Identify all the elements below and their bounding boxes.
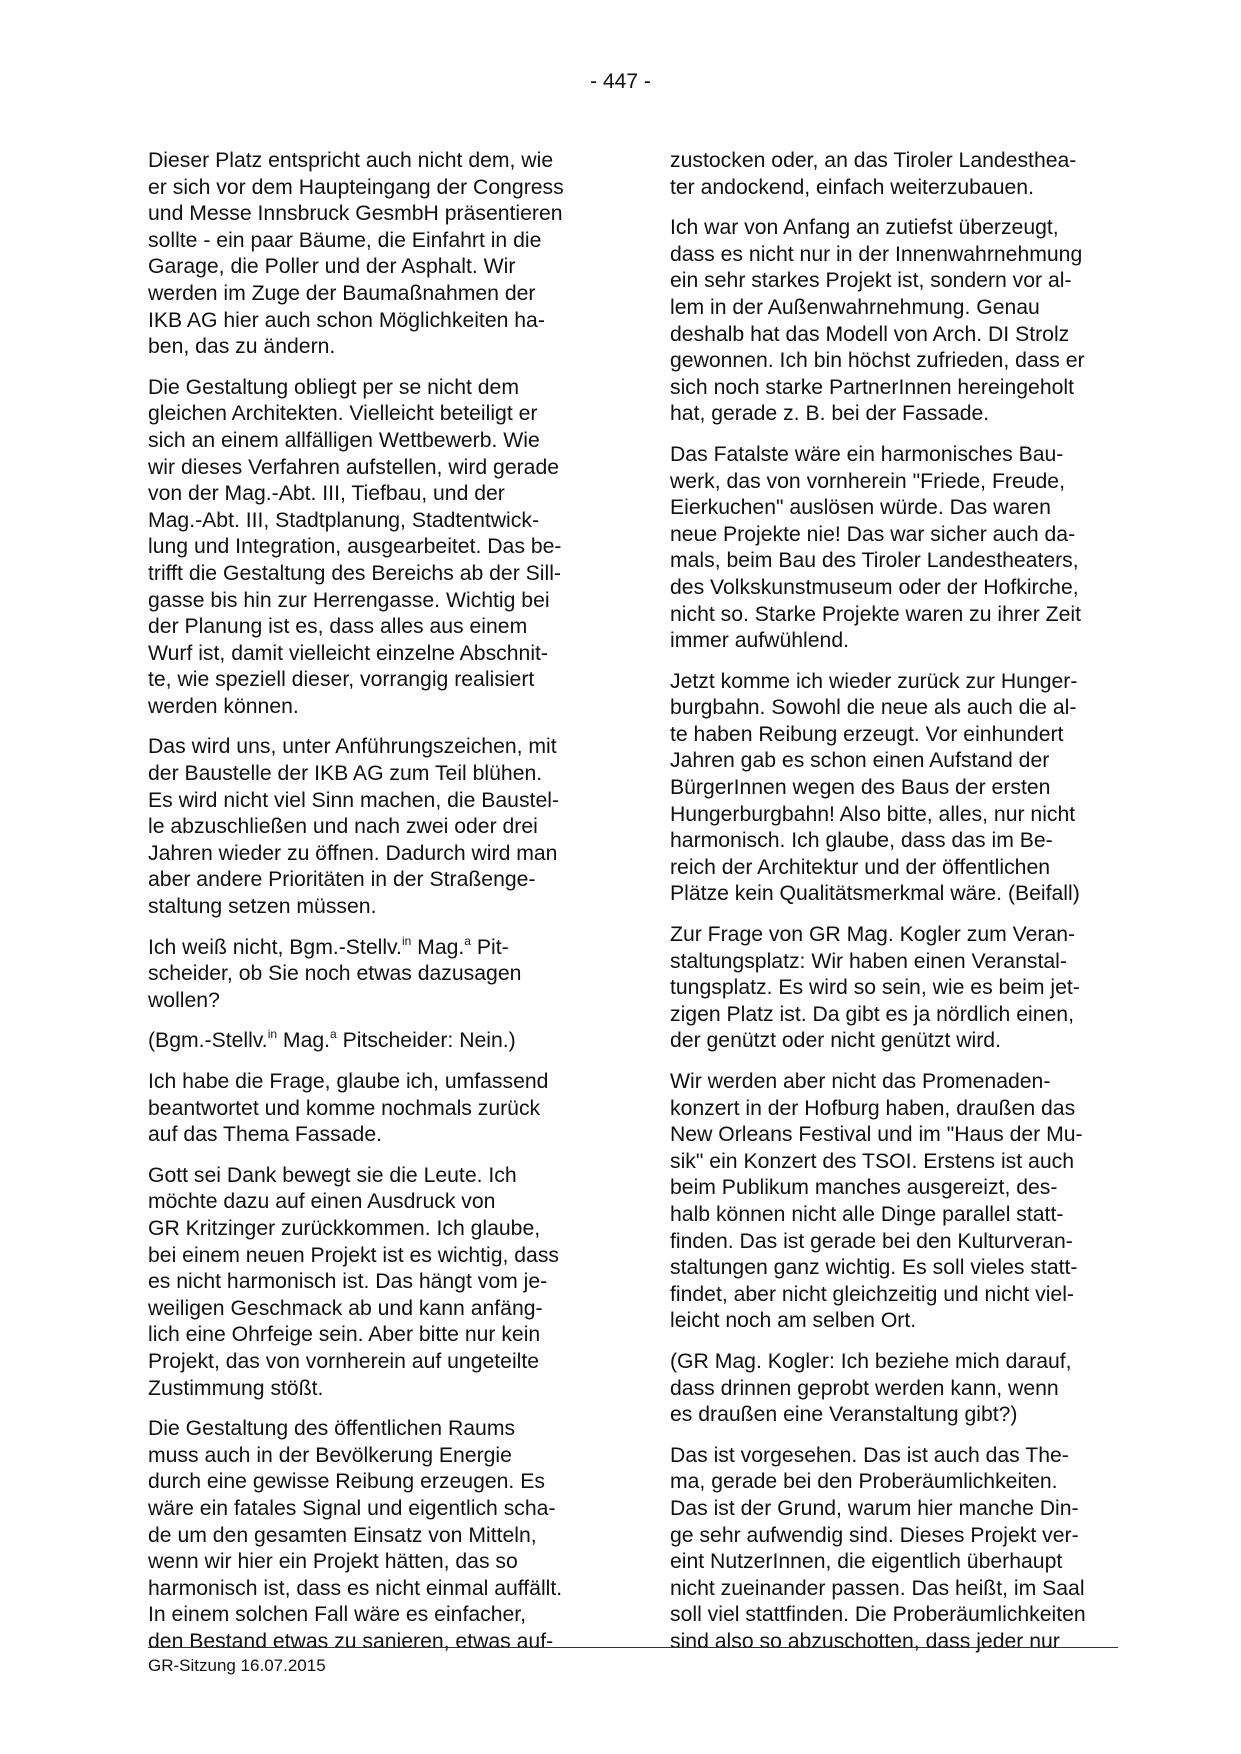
reply-text: Mag. xyxy=(277,1029,331,1053)
paragraph: Ich habe die Frage, glaube ich, umfassend beantwortet und komme nochmals zurück auf das Thema Fassade. xyxy=(148,1070,549,1147)
question-paragraph xyxy=(148,935,603,1015)
page-number: - 447 - xyxy=(590,70,651,93)
paragraph: Gott sei Dank bewegt sie die Leute. Ich möchte dazu auf einen Ausdruck von GR Kritzinger zurückkommen. Ich glaube, bei einem neuen Projekt ist es wichtig, dass es nicht harmonisch ist. Das hängt vom je- weiligen Geschmack ab und kann anfäng- lich eine Ohrfeige sein. Aber bitte nur kein Projekt, das von vornherein auf ungeteilte Zustimmung stößt. xyxy=(148,1163,560,1400)
question-text: Pit- xyxy=(470,935,509,959)
footer-divider xyxy=(148,1647,1118,1648)
paragraph: Das wird uns, unter Anführungszeichen, mit der Baustelle der IKB AG zum Teil blühen. Es wird nicht viel Sinn machen, die Baustel- le abzuschließen und nach zwei oder drei Jahren wieder zu öffnen. Dadurch wird man aber andere Prioritäten in der Straßenge- staltung setzen müssen. xyxy=(148,735,559,919)
question-text: scheider, ob Sie noch etwas dazusagen wollen? xyxy=(148,962,522,1012)
paragraph: Das ist vorgesehen. Das ist auch das The- ma, gerade bei den Proberäumlichkeiten. Das ist der Grund, warum hier manche Din- ge sehr aufwendig sind. Dieses Projekt ver- eint NutzerInnen, die eigentlich überhaupt nicht zueinander passen. Das heißt, im Saal soll viel stattfinden. Die Proberäumlichkeiten sind also so abzuschotten, dass jeder nur xyxy=(670,1443,1086,1653)
paragraph: Wir werden aber nicht das Promenaden- konzert in der Hofburg haben, draußen das New Orleans Festival und im "Haus der Mu- sik" ein Konzert des TSOI. Erstens ist auch beim Publikum manches ausgereizt, des- halb können nicht alle Dinge parallel statt- finden. Das ist gerade bei den Kulturveran- staltungen ganz wichtig. Es soll vieles statt- findet, aber nicht gleichzeitig und nicht viel- leicht noch am selben Ort. xyxy=(670,1070,1083,1333)
reply-text: Pitscheider: Nein.) xyxy=(336,1029,516,1053)
paragraph: Die Gestaltung des öffentlichen Raums muss auch in der Bevölkerung Energie durch eine gewisse Reibung erzeugen. Es wäre ein fatales Signal und eigentlich scha- de um den gesamten Einsatz von Mitteln, wenn wir hier ein Projekt hätten, das so harmonisch ist, dass es nicht einmal auffällt. In einem solchen Fall wäre es einfacher, den Bestand etwas zu sanieren, etwas auf- xyxy=(148,1417,563,1653)
paragraph: Jetzt komme ich wieder zurück zur Hunger- burgbahn. Sowohl die neue als auch die al- te haben Reibung erzeugt. Vor einhundert Jahren gab es schon einen Aufstand der BürgerInnen wegen des Baus der ersten Hungerburgbahn! Also bitte, alles, nur nicht harmonisch. Ich glaube, dass das im Be- reich der Architektur und der öffentlichen Plätze kein Qualitätsmerkmal wäre. (Beifall) xyxy=(670,669,1080,906)
reply-text: (Bgm.-Stellv. xyxy=(148,1029,268,1053)
paragraph: (GR Mag. Kogler: Ich beziehe mich darauf, dass drinnen geprobt werden kann, wenn es draußen eine Veranstaltung gibt?) xyxy=(670,1349,1072,1427)
paragraph: Zur Frage von GR Mag. Kogler zum Veran- staltungsplatz: Wir haben einen Veranstal- tungsplatz. Es wird so sein, wie es beim jet- zigen Platz ist. Da gibt es ja nördlich einen, der genützt oder nicht genützt wird. xyxy=(670,923,1080,1053)
paragraph: Ich war von Anfang an zutiefst überzeugt, dass es nicht nur in der Innenwahrnehmung ein sehr starkes Projekt ist, sondern vor al- lem in der Außenwahrnehmung. Genau deshalb hat das Modell von Arch. DI Strolz gewonnen. Ich bin höchst zufrieden, dass er sich noch starke PartnerInnen hereingeholt hat, gerade z. B. bei der Fassade. xyxy=(670,216,1085,426)
footer-session-date: GR-Sitzung 16.07.2015 xyxy=(148,1656,326,1675)
paragraph: Das Fatalste wäre ein harmonisches Bau- werk, das von vornherein "Friede, Freude, Eierkuchen" auslösen würde. Das waren neue Projekte nie! Das war sicher auch da- mals, beim Bau des Tiroler Landestheaters, des Volkskunstmuseum oder der Hofkirche, nicht so. Starke Projekte waren zu ihrer Zeit immer aufwühlend. xyxy=(670,442,1081,653)
question-text: Mag. xyxy=(411,935,465,959)
paragraph: Die Gestaltung obliegt per se nicht dem gleichen Architekten. Vielleicht beteiligt er sich an einem allfälligen Wettbewerb. Wie wir dieses Verfahren aufstellen, wird gerade von der Mag.-Abt. III, Tiefbau, und der Mag.-Abt. III, Stadtplanung, Stadtentwick- lung und Integration, ausgearbeitet. Das be- trifft die Gestaltung des Bereichs ab der Sill- gasse bis hin zur Herrengasse. Wichtig bei der Planung ist es, dass alles aus einem Wurf ist, damit vielleicht einzelne Abschnit- te, wie speziell dieser, vorrangig realisiert werden können. xyxy=(148,375,562,718)
left-column xyxy=(148,148,603,1669)
superscript: a xyxy=(464,933,471,948)
paragraph: Dieser Platz entspricht auch nicht dem, wie er sich vor dem Haupteingang der Congress und Messe Innsbruck GesmbH präsentieren sollte - ein paar Bäume, die Einfahrt in die Garage, die Poller und der Asphalt. Wir werden im Zuge der Baumaßnahmen der IKB AG hier auch schon Möglichkeiten ha- ben, das zu ändern. xyxy=(148,149,564,359)
paragraph: zustocken oder, an das Tiroler Landesthea- ter andockend, einfach weiterzubauen. xyxy=(670,149,1077,199)
reply-paragraph xyxy=(148,1028,603,1055)
superscript: in xyxy=(401,933,412,948)
superscript: in xyxy=(267,1027,278,1042)
superscript: a xyxy=(330,1027,337,1042)
right-column xyxy=(670,148,1125,1669)
question-text: Ich weiß nicht, Bgm.-Stellv. xyxy=(148,935,402,959)
